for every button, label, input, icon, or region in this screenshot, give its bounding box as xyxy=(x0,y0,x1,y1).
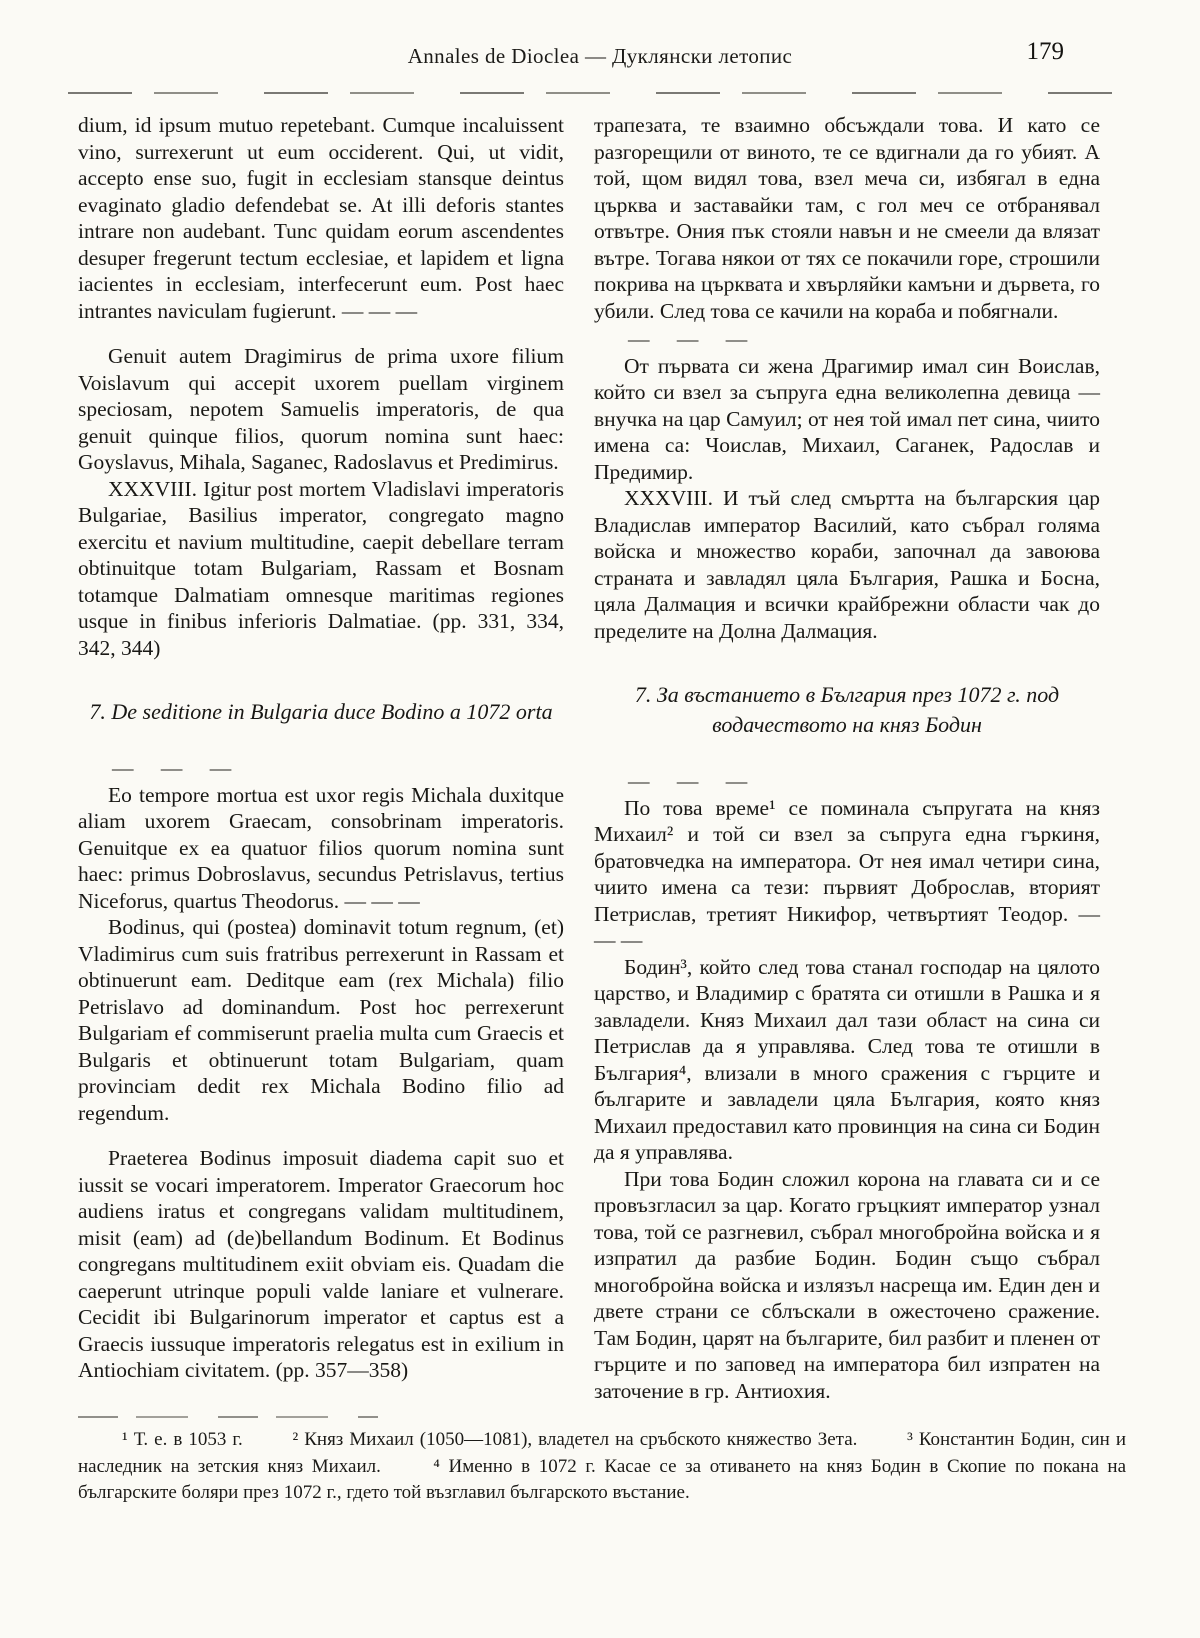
footnote-3: ³ Константин Бодин, син и наследник на зетския княз Михаил. xyxy=(78,1429,1127,1477)
dash-separator: — — — xyxy=(628,769,749,793)
paragraph: трапезата, те взаимно обсъждали това. И като се разгорещили от виното, те се вдигнали да го убият. А той, щом видял това, взел меча си, избягал в една църква и заставайки там, с гол меч се отбранявал отвътре. Ония пък стояли навън и не смеели да влязат вътре. Тогава някои от тях се покачили горе, строшили покрива на църквата и хвърляйки камъни и дървета, го убили. След това се качили на кораба и побягнали. xyxy=(594,113,1100,323)
footnote-2: ² Княз Михаил (1050—1081), владетел на сръбското княжество Зета. xyxy=(292,1429,858,1450)
paragraph: Praeterea Bodinus imposuit diadema capit suo et iussit se vocari imperatorem. Imperator Graecorum hoc audiens iratus et congregans validam multitudinem, misit (eam) ad (de)bellandum Bodinum. Et Bodinus congregans multitudinem exiit obviam eis. Quadam die caeperunt utrinque populi valde laniare et vulnerare. Cecidit ibi Bulgarinorum imperator et captus est a Graecis iussuque imperatoris relegatus est in exilium in Antiochiam civitatem. (pp. 357—358) xyxy=(78,1146,564,1382)
latin-column xyxy=(78,112,564,1404)
footnote-divider xyxy=(78,1416,378,1418)
footnote-text xyxy=(78,1427,1126,1507)
paragraph: dium, id ipsum mutuo repetebant. Cumque incaluissent vino, surrexerunt ut eum occiderent. Qui, ut vidit, accepto ense suo, fugit in ecclesiam stansque deintus evaginato gladio defendebat se. At illi deforis stantes intrare non audebant. Tunc quidam eorum ascendentes desuper fregerunt tectum ecclesiae, et lapidem et ligna iacientes in ecclesiam, interfecerunt eum. Post haec intrantes naviculam fugierunt. — — — xyxy=(78,113,564,323)
paragraph: По това време¹ се поминала съпругата на княз Михаил² и той си взел за съпруга една гъркиня, братовчедка на императора. От нея имал четири сина, чиито имена са тези: първият Доброслав, вторият Петрислав, третият Никифор, четвъртият Теодор. — — — xyxy=(594,795,1100,952)
footnotes-section xyxy=(78,1416,1126,1507)
page-number: 179 xyxy=(1026,38,1064,65)
section-heading: 7. За въстанието в България през 1072 г. под водачеството на княз Бодин xyxy=(634,682,1060,737)
paragraph: Bodinus, qui (postea) dominavit totum regnum, (et) Vladimirus cum suis fratribus perrexerunt in Rassam et obtinuerunt eam. Deditque eam (rex Michala) filio Petrislavo ad dominandum. Post hoc perrexerunt Bulgariam ef commiserunt praelia multa cum Graecis et Bulgaris et obtinuerunt totam Bulgariam, quam provinciam dedit rex Michala Bodino filio ad regendum. xyxy=(78,915,564,1125)
running-title: Annales de Dioclea — Дуклянски летопис xyxy=(407,44,793,68)
paragraph: XXXVIII. И тъй след смъртта на българския цар Владислав император Василий, като събрал голяма войска и множество кораби, започнал да завоюва страната и завладял цяла България, Рашка и Босна, цяла Далмация и всички крайбрежни области чак до пределите на Долна Далмация. xyxy=(594,486,1100,643)
paragraph: От първата си жена Драгимир имал син Воислав, който си взел за съпруга една великолепна девица — внучка на цар Самуил; от нея той имал пет сина, чиито имена са: Чоислав, Михаил, Саганек, Радослав и Предимир. xyxy=(594,353,1100,484)
section-heading: 7. De seditione in Bulgaria duce Bodino a 1072 orta xyxy=(89,699,553,724)
paragraph: Genuit autem Dragimirus de prima uxore filium Voislavum qui accepit uxorem puellam virginem speciosam, nepotem Samuelis imperatoris, de qua genuit quinque filios, quorum nomina sunt haec: Goyslavus, Mihala, Saganec, Radoslavus et Predimirus. xyxy=(78,344,564,474)
paragraph: При това Бодин сложил корона на главата си и се провъзгласил за цар. Когато гръцкият император узнал това, той се разгневил, събрал многобройна войска и я изпратил да разбие Бодин. Бодин също събрал многобройна войска и излязъл насреща им. Един ден и двете страни се сблъскали в ожесточено сражение. Там Бодин, царят на българите, бил разбит и пленен от гърците и по заповед на императора бил изпратен на заточение в гр. Антиохия. xyxy=(594,1166,1100,1403)
dash-separator: — — — xyxy=(112,756,233,780)
bulgarian-column xyxy=(594,112,1100,1404)
footnote-1: ¹ Т. е. в 1053 г. xyxy=(122,1429,243,1450)
paragraph: XXXVIII. Igitur post mortem Vladislavi imperatoris Bulgariae, Basilius imperator, congregato magno exercitu et navium multitudine, caepit debellare terram obtinuitque totam Bulgariam, Rassam et Bosnam totamque Dalmatiam omnesque maritimas regiones usque in finibus inferioris Dalmatiae. (pp. 331, 334, 342, 344) xyxy=(78,476,564,660)
header-divider xyxy=(68,92,1132,94)
page-header xyxy=(0,0,1200,78)
paragraph: Eo tempore mortua est uxor regis Michala duxitque aliam uxorem Graecam, consobrinam imperatoris. Genuitque ex ea quatuor filios quorum nomina sunt haec: primus Dobroslavus, secundus Petrislavus, tertius Niceforus, quartus Theodorus. — — — xyxy=(78,782,564,913)
footnote-4: ⁴ Именно в 1072 г. Касае се за отиването на княз Бодин в Скопие по покана на българските боляри през 1072 г., гдето той възглавил българското въстание. xyxy=(78,1455,1127,1503)
dash-separator: — — — xyxy=(628,327,749,351)
two-column-body xyxy=(0,94,1200,1404)
paragraph: Бодин³, който след това станал господар на цялото царство, и Владимир с братята си отишли в Рашка и я завладели. Княз Михаил дал тази област на сина си Петрислав да я управлява. След това те отишли в България⁴, влизали в много сражения с гърците и българите и завладели цяла България, която княз Михаил предоставил като провинция на сина си Бодин да я управлява. xyxy=(594,954,1100,1164)
